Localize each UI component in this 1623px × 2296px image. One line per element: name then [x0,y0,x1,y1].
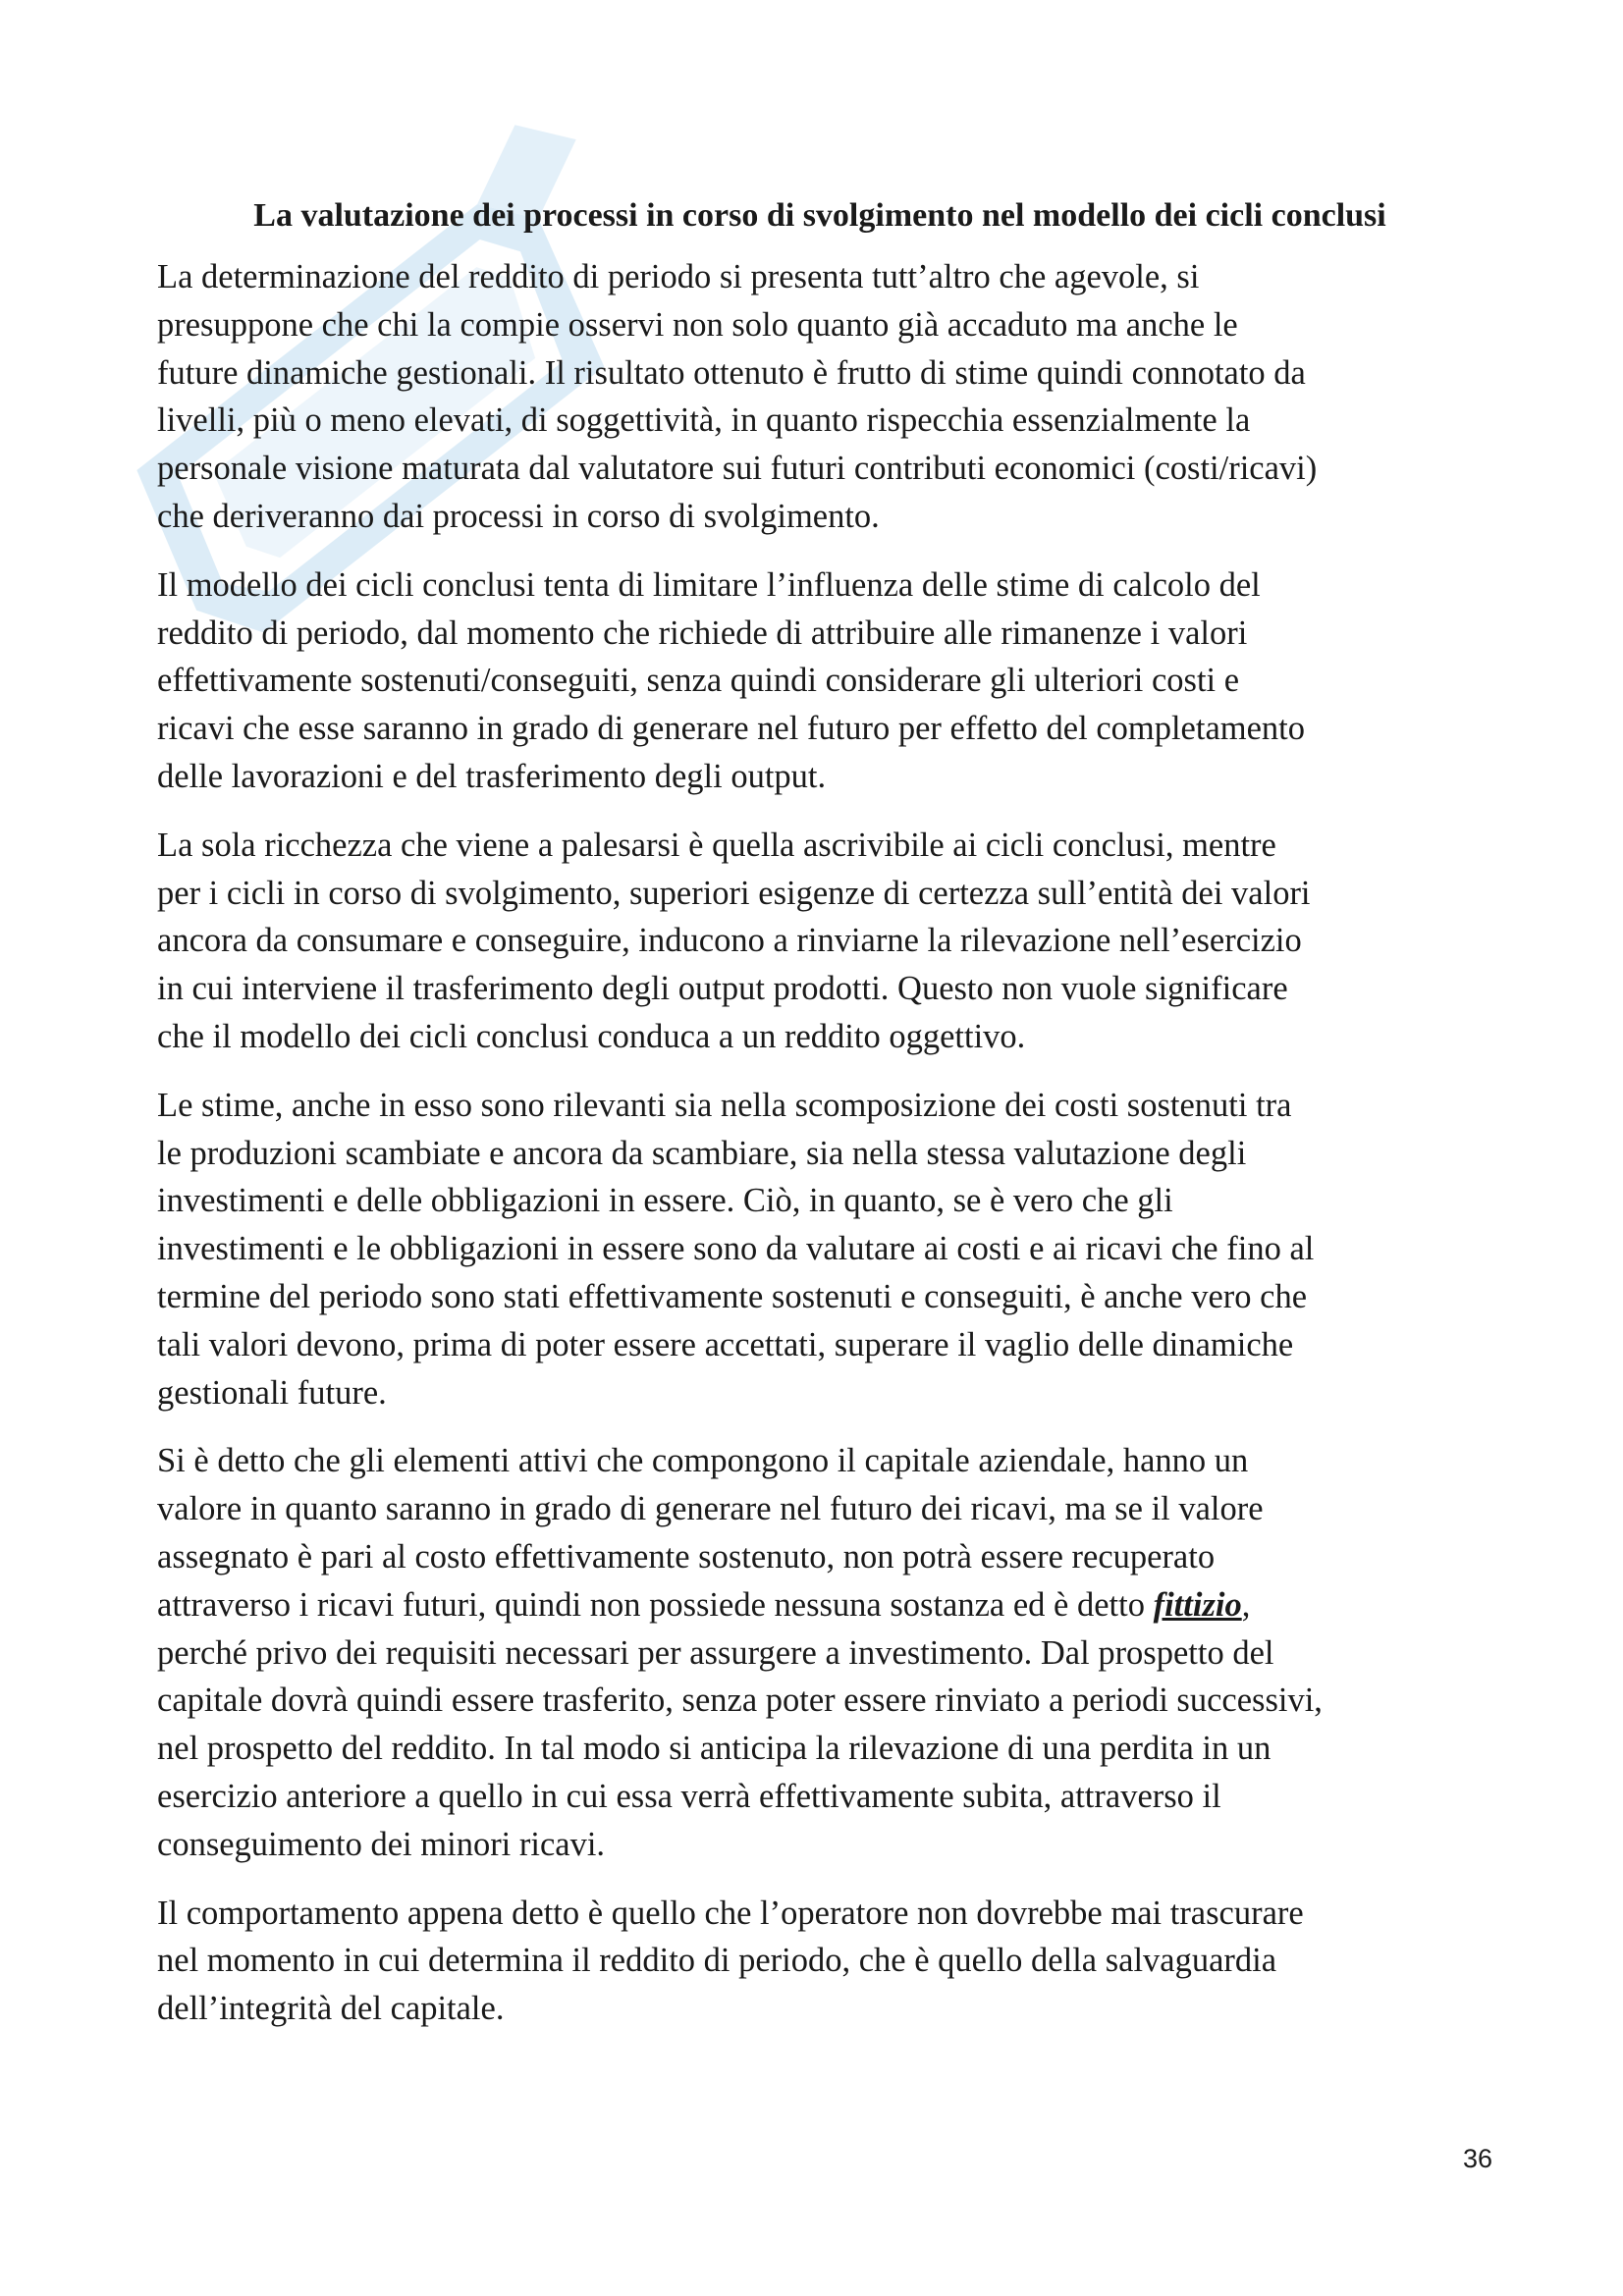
paragraph: La sola ricchezza che viene a palesarsi è quella ascrivibile ai cicli conclusi, mentre per i cicli in corso di svolgimento, superiori esigenze di certezza sull’entità dei valori ancora da consumare e conseguire, inducono a rinviarne la rilevazione nell’esercizio in cui interviene il trasferimento degli output prodotti. Questo non vuole significare che il modello dei cicli conclusi conduca a un reddito oggettivo. [157,826,1311,1055]
paragraph: Il comportamento appena detto è quello che l’operatore non dovrebbe mai trascurare nel momento in cui determina il reddito di periodo, che è quello della salvaguardia dell’integrità del capitale. [157,1894,1304,2028]
document-body [157,192,1483,2054]
section-title: La valutazione dei processi in corso di svolgimento nel modello dei cicli conclusi [253,197,1386,234]
emphasized-term: fittizio [1153,1585,1242,1624]
paragraph-text: Si è detto che gli elementi attivi che compongono il capitale aziendale, hanno un valore in quanto saranno in grado di generare nel futuro dei ricavi, ma se il valore assegnato è pari al costo effettivamente sostenuto, non potrà essere recuperato attraverso i ricavi futuri, quindi non possiede nessuna sostanza ed è detto [157,1442,1264,1624]
paragraph-text: , perché privo dei requisiti necessari per assurgere a investimento. Dal prospetto del capitale dovrà quindi essere trasferito, senza poter essere rinviato a periodi successivi, nel prospetto del reddito. In tal modo si anticipa la rilevazione di una perdita in un esercizio anteriore a quello in cui essa verrà effettivamente subita, attraverso il conseguimento dei minori ricavi. [157,1585,1323,1863]
paragraph: Il modello dei cicli conclusi tenta di limitare l’influenza delle stime di calcolo del reddito di periodo, dal momento che richiede di attribuire alle rimanenze i valori effettivamente sostenuti/conseguiti, senza quindi considerare gli ulteriori costi e ricavi che esse saranno in grado di generare nel futuro per effetto del completamento delle lavorazioni e del trasferimento degli output. [157,565,1305,795]
paragraph: Le stime, anche in esso sono rilevanti sia nella scomposizione dei costi sostenuti tra le produzioni scambiate e ancora da scambiare, sia nella stessa valutazione degli investimenti e delle obbligazioni in essere. Ciò, in quanto, se è vero che gli investimenti e le obbligazioni in essere sono da valutare ai costi e ai ricavi che fino al termine del periodo sono stati effettivamente sostenuti e conseguiti, è anche vero che tali valori devono, prima di poter essere accettati, superare il vaglio delle dinamiche gestionali future. [157,1086,1315,1412]
paragraph [157,1437,1483,1868]
page-number: 36 [1462,2144,1492,2173]
paragraph: La determinazione del reddito di periodo si presenta tutt’altro che agevole, si presuppone che chi la compie osservi non solo quanto già accaduto ma anche le future dinamiche gestionali. Il risultato ottenuto è frutto di stime quindi connotato da livelli, più o meno elevati, di soggettività, in quanto rispecchia essenzialmente la personale visione maturata dal valutatore sui futuri contributi economici (costi/ricavi) che deriveranno dai processi in corso di svolgimento. [157,258,1318,535]
